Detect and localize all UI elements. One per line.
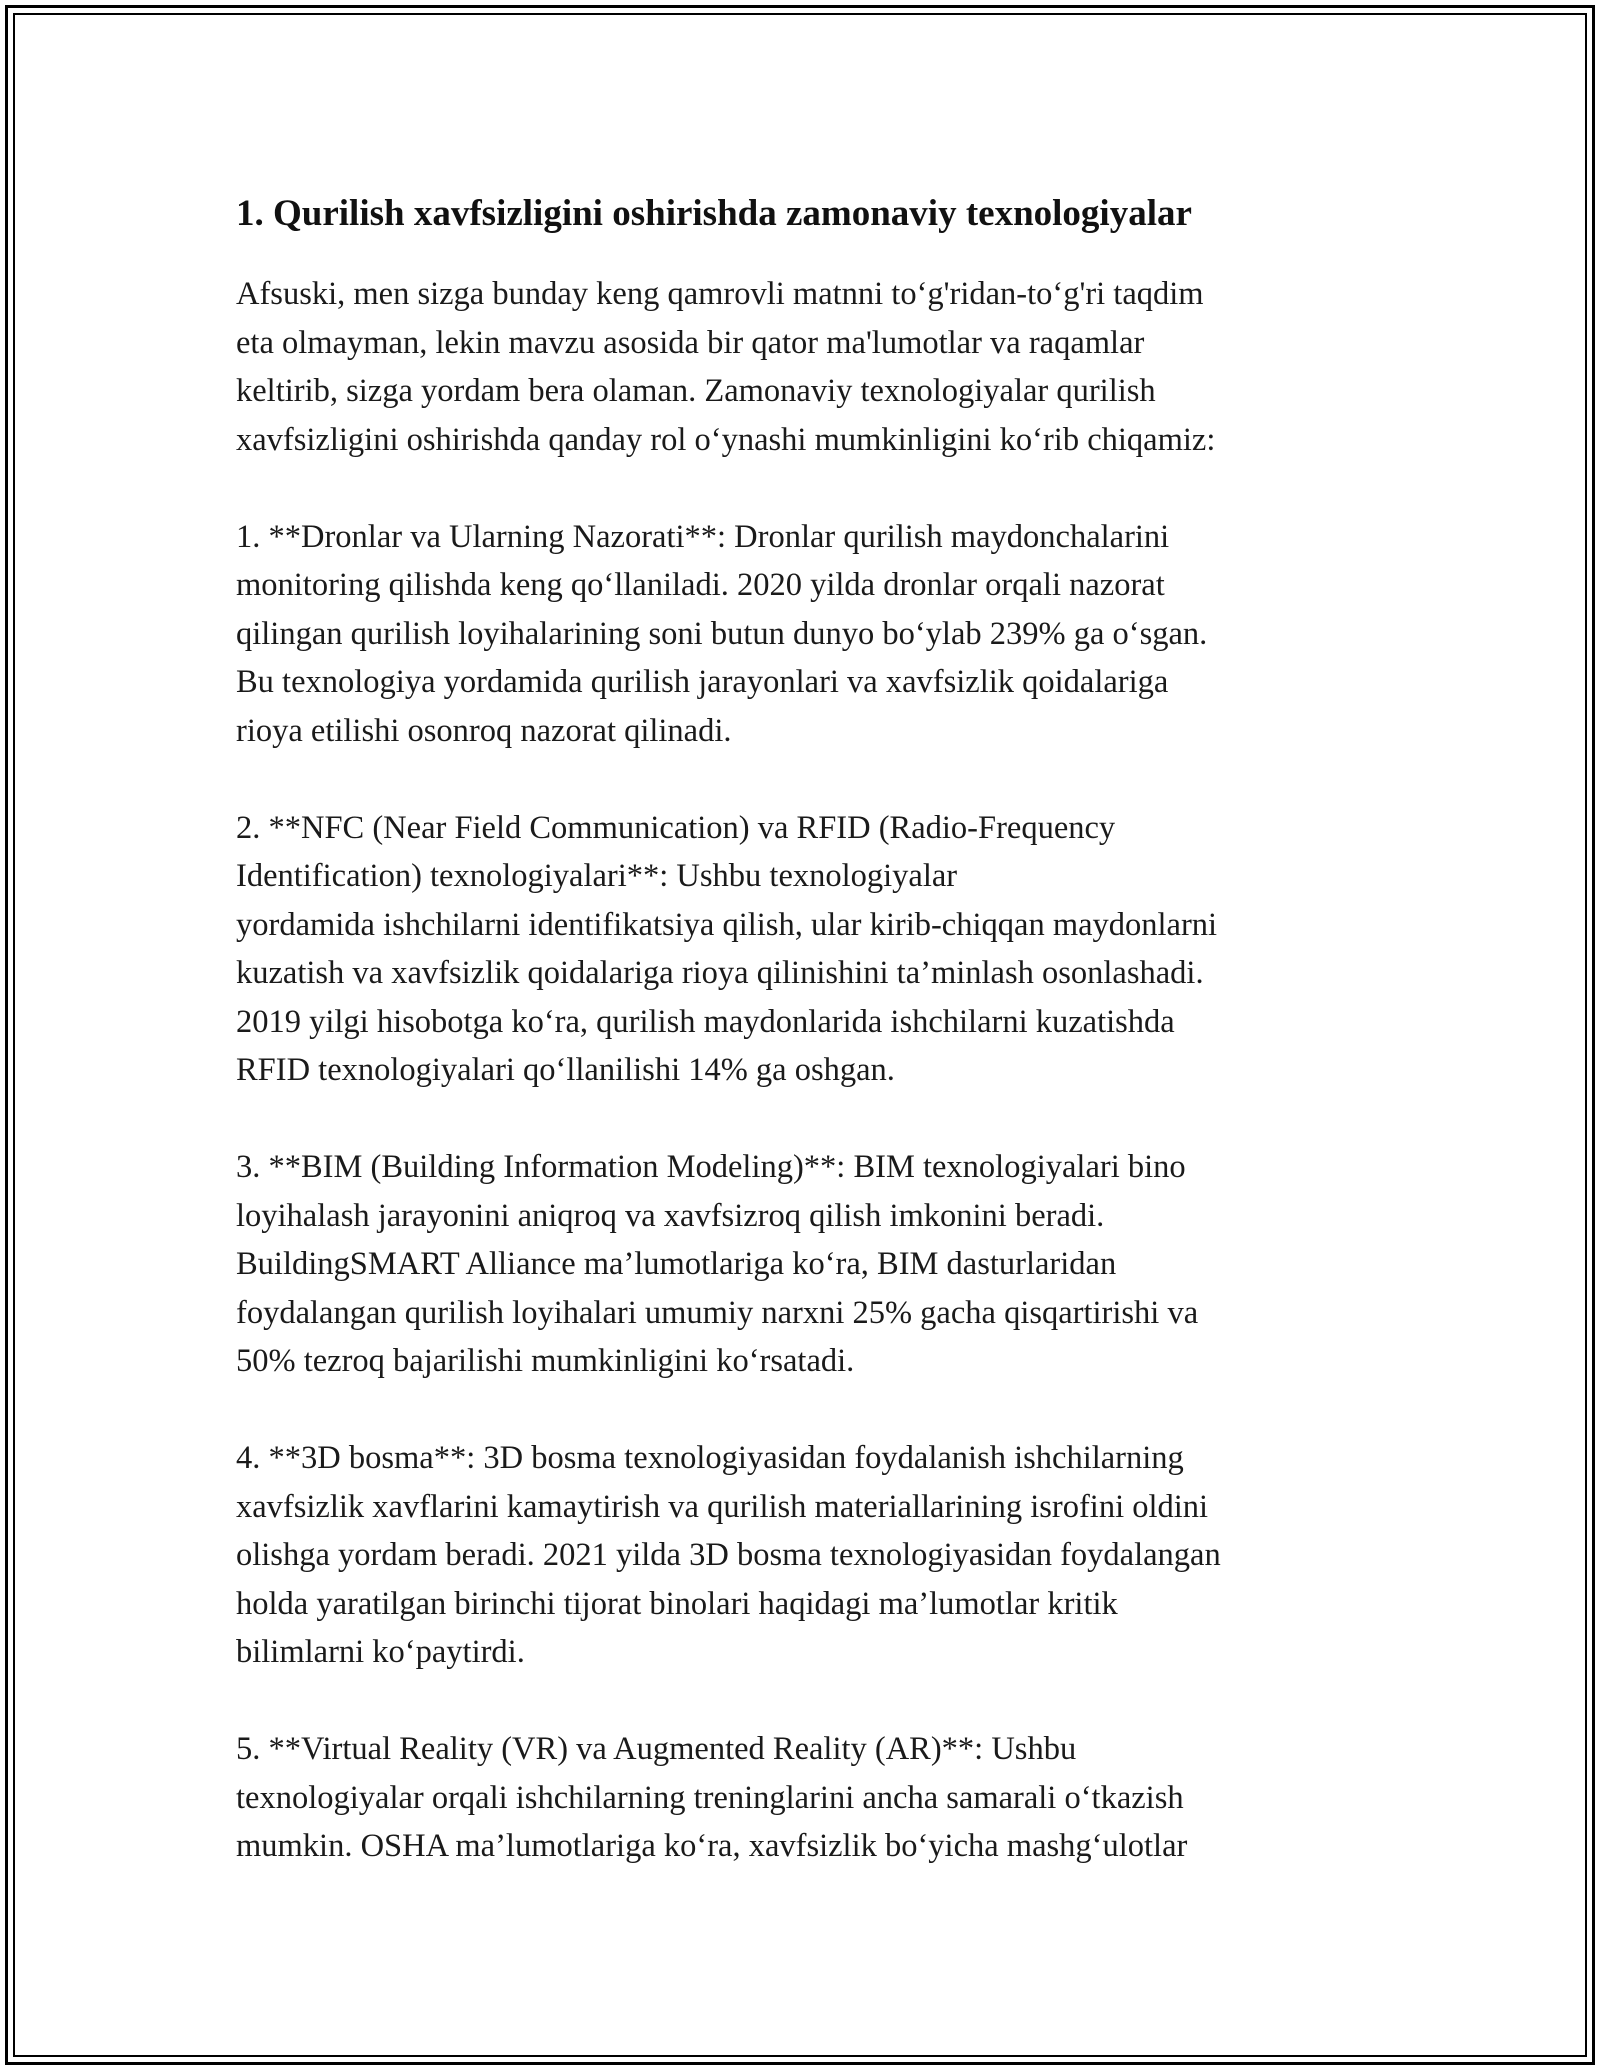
paragraph-line: RFID texnologiyalari qo‘llanilishi 14% ga oshgan. [236, 1052, 895, 1088]
paragraph-line: qilingan qurilish loyihalarining soni butun dunyo bo‘ylab 239% ga o‘sgan. [236, 615, 1208, 652]
paragraph-line: 5. **Virtual Reality (VR) va Augmented Reality (AR)**: Ushbu [236, 1731, 1077, 1767]
paragraph-line: Bu texnologiya yordamida qurilish jarayonlari va xavfsizlik qoidalariga [236, 664, 1169, 700]
item-drones-paragraph [236, 513, 1366, 756]
paragraph-line: BuildingSMART Alliance ma’lumotlariga ko‘ra, BIM dasturlaridan [236, 1246, 1117, 1282]
paragraph-line: eta olmayman, lekin mavzu asosida bir qator ma'lumotlar va raqamlar [236, 324, 1145, 361]
paragraph-line: kuzatish va xavfsizlik qoidalariga rioya qilinishini ta’minlash osonlashadi. [236, 955, 1204, 991]
paragraph-line: keltirib, sizga yordam bera olaman. Zamonaviy texnologiyalar qurilish [236, 373, 1156, 409]
document-body [236, 186, 1366, 1919]
paragraph-line: bilimlarni ko‘paytirdi. [236, 1634, 525, 1670]
paragraph-line: olishga yordam beradi. 2021 yilda 3D bosma texnologiyasidan foydalangan [236, 1537, 1221, 1573]
paragraph-line: Afsuski, men sizga bunday keng qamrovli matnni to‘g'ridan-to‘g'ri taqdim [236, 276, 1204, 312]
paragraph-line: Identification) texnologiyalari**: Ushbu texnologiyalar [236, 858, 958, 894]
item-vr-ar-paragraph [236, 1725, 1366, 1871]
paragraph-line: texnologiyalar orqali ishchilarning treninglarini ancha samarali o‘tkazish [236, 1779, 1184, 1816]
paragraph-line: rioya etilishi osonroq nazorat qilinadi. [236, 712, 732, 749]
intro-paragraph [236, 270, 1366, 464]
paragraph-line: monitoring qilishda keng qo‘llaniladi. 2020 yilda dronlar orqali nazorat [236, 567, 1165, 603]
paragraph-line: 1. **Dronlar va Ularning Nazorati**: Dronlar qurilish maydonchalarini [236, 518, 1170, 555]
item-bim-paragraph [236, 1143, 1366, 1386]
paragraph-line: holda yaratilgan birinchi tijorat binolari haqidagi ma’lumotlar kritik [236, 1585, 1118, 1622]
paragraph-line: xavfsizligini oshirishda qanday rol o‘ynashi mumkinligini ko‘rib chiqamiz: [236, 421, 1216, 458]
paragraph-line: 2019 yilgi hisobotga ko‘ra, qurilish maydonlarida ishchilarni kuzatishda [236, 1003, 1175, 1040]
item-3d-printing-paragraph [236, 1434, 1366, 1677]
document-title: 1. Qurilish xavfsizligini oshirishda zamonaviy texnologiyalar [236, 193, 1192, 234]
paragraph-line: yordamida ishchilarni identifikatsiya qilish, ular kirib-chiqqan maydonlarni [236, 906, 1218, 943]
paragraph-line: loyihalash jarayonini aniqroq va xavfsizroq qilish imkonini beradi. [236, 1197, 1105, 1234]
paragraph-line: xavfsizlik xavflarini kamaytirish va qurilish materiallarining isrofini oldini [236, 1488, 1209, 1525]
paragraph-line: mumkin. OSHA ma’lumotlariga ko‘ra, xavfsizlik bo‘yicha mashg‘ulotlar [236, 1828, 1188, 1864]
paragraph-line: 50% tezroq bajarilishi mumkinligini ko‘rsatadi. [236, 1343, 855, 1379]
paragraph-line: foydalangan qurilish loyihalari umumiy narxni 25% gacha qisqartirishi va [236, 1294, 1199, 1331]
paragraph-line: 4. **3D bosma**: 3D bosma texnologiyasidan foydalanish ishchilarning [236, 1440, 1184, 1476]
paragraph-line: 3. **BIM (Building Information Modeling)**: BIM texnologiyalari bino [236, 1149, 1186, 1185]
paragraph-line: 2. **NFC (Near Field Communication) va RFID (Radio-Frequency [236, 809, 1116, 846]
item-nfc-rfid-paragraph [236, 804, 1366, 1095]
